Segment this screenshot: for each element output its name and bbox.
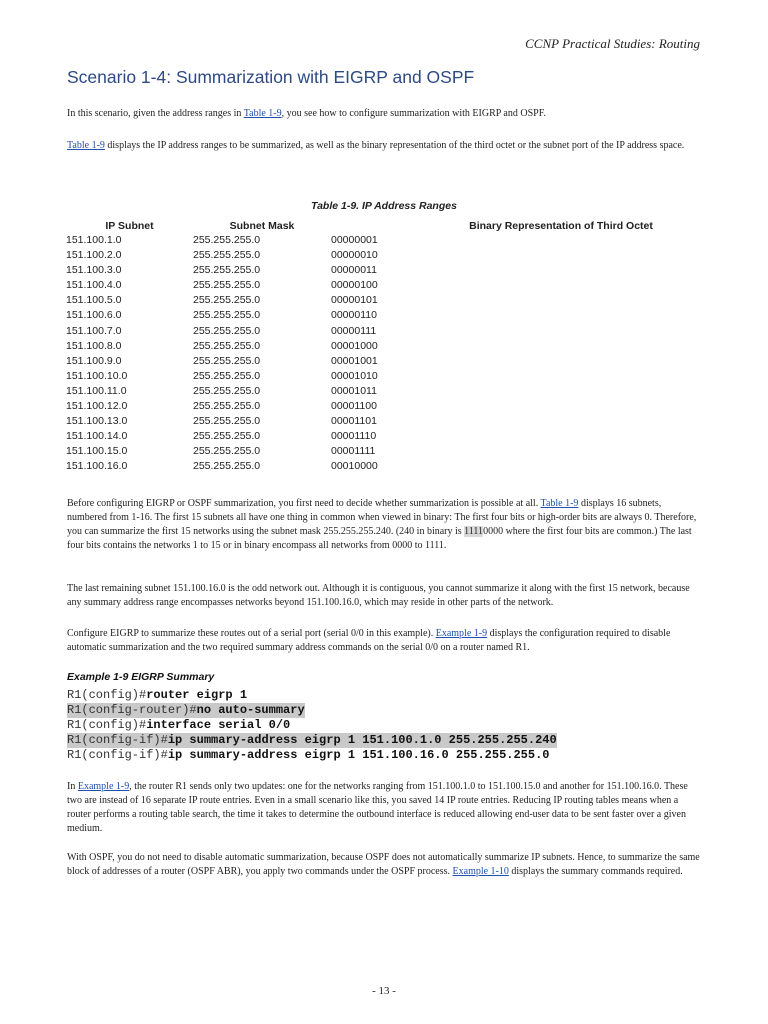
code-prompt: R1(config-if)#	[67, 748, 168, 762]
example-1-10-link[interactable]: Example 1-10	[452, 866, 509, 877]
header-spacer	[331, 219, 416, 233]
intro-paragraph-2: Table 1-9 displays the IP address ranges to be summarized, as well as the binary representation of the third octet or the subnet port of the IP address space.	[67, 140, 685, 151]
cell-ip-subnet: 151.100.3.0	[66, 264, 122, 277]
code-command: no auto-summary	[196, 703, 305, 717]
cell-spacer	[416, 429, 706, 444]
table-1-9-link[interactable]: Table 1-9	[540, 498, 579, 509]
cell-binary: 00000100	[331, 279, 378, 292]
cell-subnet-mask: 255.255.255.0	[193, 339, 261, 352]
cell-spacer	[416, 369, 706, 384]
cell-subnet-mask: 255.255.255.0	[193, 234, 261, 246]
code-line-content	[67, 748, 550, 762]
body-paragraph-7: With OSPF, you do not need to disable automatic summarization, because OSPF does not automatically summarize IP subnets. Hence, to summarize the same block of addresses of a router (OSPF ABR), you apply two commands under the OSPF process. Example 1-10 displays the summary commands required.	[67, 852, 700, 877]
table-row	[66, 263, 706, 278]
cell-binary: 00000010	[331, 249, 378, 262]
body-paragraph-5: Configure EIGRP to summarize these routes out of a serial port (serial 0/0 in this example). Example 1-9 displays the configuration required to disable automatic summarization and the two required summary address commands on the serial 0/0 on a router named R1.	[67, 628, 671, 653]
example-caption: Example 1-9 EIGRP Summary	[67, 671, 215, 683]
table-row	[66, 429, 706, 444]
code-line	[67, 748, 557, 763]
cell-spacer	[416, 339, 706, 354]
cell-spacer	[416, 308, 706, 323]
cell-binary: 00000101	[331, 294, 378, 307]
table-1-9-link[interactable]: Table 1-9	[243, 108, 282, 119]
cell-ip-subnet: 151.100.14.0	[66, 430, 128, 443]
code-command: ip summary-address eigrp 1 151.100.1.0 255.255.255.240	[167, 733, 557, 747]
table-row	[66, 248, 706, 263]
cell-binary: 00010000	[331, 460, 378, 473]
code-prompt: R1(config)#	[67, 688, 147, 702]
cell-subnet-mask: 255.255.255.0	[193, 400, 261, 413]
intro-paragraph-1: In this scenario, given the address ranges in Table 1-9, you see how to configure summarization with EIGRP and OSPF.	[67, 108, 546, 119]
code-line	[67, 733, 557, 748]
cell-binary: 00001010	[331, 369, 378, 382]
cell-subnet-mask: 255.255.255.0	[193, 384, 261, 397]
code-prompt: R1(config)#	[67, 718, 147, 732]
cell-binary: 00001011	[331, 384, 377, 397]
table-row	[66, 278, 706, 293]
example-1-9-link[interactable]: Example 1-9	[435, 628, 488, 639]
cell-spacer	[416, 354, 706, 369]
code-line-content	[67, 718, 290, 732]
cell-ip-subnet: 151.100.12.0	[66, 400, 128, 413]
table-row	[66, 293, 706, 308]
table-row	[66, 308, 706, 323]
scenario-title: Scenario 1-4: Summarization with EIGRP and OSPF	[67, 67, 475, 87]
table-row	[66, 459, 706, 474]
code-command: ip summary-address eigrp 1 151.100.16.0 255.255.255.0	[167, 748, 550, 762]
cell-subnet-mask: 255.255.255.0	[193, 249, 261, 262]
running-header: CCNP Practical Studies: Routing	[525, 36, 700, 51]
table-row	[66, 324, 706, 339]
cell-spacer	[416, 293, 706, 308]
table-row	[66, 444, 706, 459]
cell-ip-subnet: 151.100.4.0	[66, 279, 122, 292]
table-row	[66, 414, 706, 429]
cell-spacer	[416, 444, 706, 459]
example-1-9-link[interactable]: Example 1-9	[77, 781, 130, 792]
table-row	[66, 339, 706, 354]
cell-binary: 00001101	[331, 415, 377, 428]
cell-spacer	[416, 233, 706, 248]
cell-subnet-mask: 255.255.255.0	[193, 369, 261, 382]
code-line-content	[67, 703, 305, 718]
cell-binary: 00000001	[331, 234, 378, 246]
page-number: - 13 -	[372, 985, 396, 997]
cell-ip-subnet: 151.100.10.0	[66, 369, 128, 382]
cell-subnet-mask: 255.255.255.0	[193, 279, 261, 292]
cell-binary: 00000011	[331, 264, 377, 277]
cell-ip-subnet: 151.100.15.0	[66, 445, 128, 458]
cell-spacer	[416, 399, 706, 414]
cell-subnet-mask: 255.255.255.0	[193, 264, 261, 277]
cell-spacer	[416, 384, 706, 399]
cell-subnet-mask: 255.255.255.0	[193, 430, 261, 443]
code-prompt: R1(config-router)#	[67, 703, 197, 717]
cell-ip-subnet: 151.100.16.0	[66, 460, 128, 473]
cell-spacer	[416, 263, 706, 278]
cell-subnet-mask: 255.255.255.0	[193, 309, 261, 322]
table-row	[66, 354, 706, 369]
table-row	[66, 384, 706, 399]
cell-spacer	[416, 414, 706, 429]
body-paragraph-6: In Example 1-9, the router R1 sends only two updates: one for the networks ranging from 151.100.1.0 to 151.100.15.0 and another for 151.100.16.0. These two are instead of 16 separate IP route entries. Even in a small scenario like this, you saved 14 IP route entries. Reducing IP routing tables means when a router performs a routing table search, the time it takes to determine the outbound interface is reduced allowing end-user data to be sent faster over a given medium.	[67, 781, 688, 834]
cell-ip-subnet: 151.100.5.0	[66, 294, 122, 307]
code-line	[67, 703, 557, 718]
code-line-content	[67, 688, 247, 702]
cell-subnet-mask: 255.255.255.0	[193, 445, 261, 458]
cell-spacer	[416, 324, 706, 339]
table-row	[66, 369, 706, 384]
body-paragraph-3: Before configuring EIGRP or OSPF summarization, you first need to decide whether summarization is possible at all. Table 1-9 displays 16 subnets, numbered from 1-16. The first 15 subnets all have one thing in common when viewed in binary: The first four bits or high-order bits are always 0. Therefore, you can summarize the first 15 networks using the subnet mask 255.255.255.240. (240 in binary is 11110000 where the first four bits are common.) The last four bits contains the networks 1 to 15 or in binary encompass all networks from 0000 to 1111.	[67, 498, 697, 551]
table-row	[66, 399, 706, 414]
header-subnet-mask: Subnet Mask	[229, 220, 295, 232]
cell-subnet-mask: 255.255.255.0	[193, 415, 261, 428]
cell-binary: 00000110	[331, 309, 377, 322]
code-prompt: R1(config-if)#	[67, 733, 168, 747]
cell-ip-subnet: 151.100.7.0	[66, 324, 122, 337]
code-line	[67, 718, 557, 733]
code-line-content	[67, 733, 557, 748]
cell-ip-subnet: 151.100.6.0	[66, 309, 122, 322]
table-row	[66, 233, 706, 248]
cell-binary: 00000111	[331, 324, 377, 337]
cell-ip-subnet: 151.100.9.0	[66, 354, 122, 367]
cell-spacer	[416, 248, 706, 263]
cell-binary: 00001001	[331, 354, 378, 367]
table-caption: Table 1-9. IP Address Ranges	[311, 200, 457, 212]
cell-binary: 00001000	[331, 339, 378, 352]
cell-subnet-mask: 255.255.255.0	[193, 294, 261, 307]
table-body	[66, 233, 706, 475]
header-binary-representation: Binary Representation of Third Octet	[469, 220, 653, 232]
cell-subnet-mask: 255.255.255.0	[193, 354, 261, 367]
header-ip-subnet: IP Subnet	[105, 220, 154, 232]
body-paragraph-4: The last remaining subnet 151.100.16.0 is the odd network out. Although it is contiguous, you cannot summarize it along with the first 15 network, because any summary address range encompasses networks beyond 151.100.16.0, which may reside in other parts of the network.	[67, 583, 690, 608]
cell-ip-subnet: 151.100.1.0	[66, 234, 122, 246]
cell-spacer	[416, 278, 706, 293]
cell-subnet-mask: 255.255.255.0	[193, 324, 261, 337]
cell-ip-subnet: 151.100.8.0	[66, 339, 122, 352]
cell-ip-subnet: 151.100.13.0	[66, 415, 128, 428]
code-command: router eigrp 1	[146, 688, 248, 702]
code-block	[67, 688, 557, 763]
cell-subnet-mask: 255.255.255.0	[193, 460, 261, 473]
cell-binary: 00001111	[331, 445, 376, 458]
code-line	[67, 688, 557, 703]
table-header-row	[66, 219, 706, 233]
highlighted-bits: 1111	[464, 526, 484, 537]
cell-spacer	[416, 459, 706, 474]
cell-ip-subnet: 151.100.11.0	[66, 384, 127, 397]
ip-address-ranges-table	[66, 219, 706, 475]
cell-binary: 00001100	[331, 400, 377, 413]
table-1-9-link[interactable]: Table 1-9	[67, 140, 105, 151]
cell-ip-subnet: 151.100.2.0	[66, 249, 122, 262]
cell-binary: 00001110	[331, 430, 377, 443]
code-command: interface serial 0/0	[146, 718, 291, 732]
